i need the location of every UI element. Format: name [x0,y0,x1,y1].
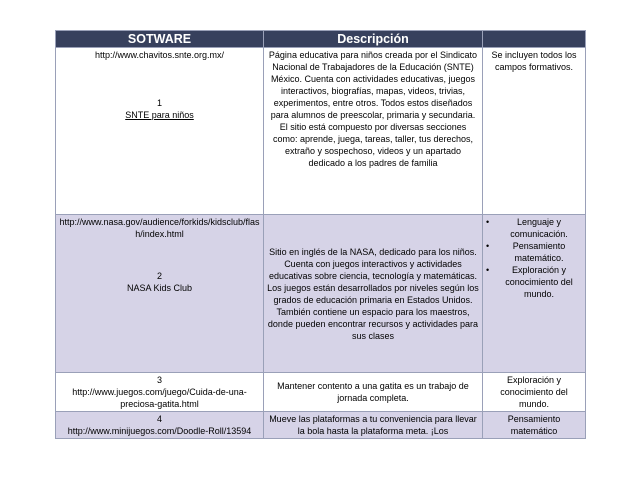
list-item: • Lenguaje y comunicación. [486,216,582,240]
fields-cell [483,215,586,373]
software-url[interactable]: http://www.chavitos.snte.org.mx/ [94,50,225,60]
software-number: 2 [156,271,162,281]
header-description: Descripción [264,31,483,48]
table-row [56,215,586,373]
software-name[interactable]: SNTE para niños [125,110,194,120]
list-item: • Pensamiento matemático. [486,240,582,264]
software-number: 1 [156,98,162,108]
software-cell [56,373,264,412]
software-number: 4 [156,414,162,424]
description-cell: Página educativa para niños creada por el Sindicato Nacional de Trabajadores de la Educación (SNTE) México. Cuenta con actividades educativas, juegos interactivos, biografías, mapas, videos, trivias, experimentos, entre otros. Todos estos diseñados para alumnos de preescolar, primaria y secundaria. El sitio está compuesto por diversas secciones como: aprende, juega, tareas, taller, tus derechos, extraño y sospechoso, videos y un apartado dedicado a los padres de familia [264,48,483,215]
fields-list [486,216,582,300]
table-row [56,48,586,215]
header-software: SOTWARE [56,31,264,48]
software-cell [56,48,264,215]
software-name: NASA Kids Club [126,283,193,293]
table-row [56,412,586,439]
software-table [55,30,586,439]
software-cell [56,215,264,373]
software-url[interactable]: http://www.juegos.com/juego/Cuida-de-una-preciosa-gatita.html [72,387,247,409]
fields-cell: Exploración y conocimiento del mundo. [483,373,586,412]
description-cell: Mantener contento a una gatita es un trabajo de jornada completa. [264,373,483,412]
software-number: 3 [156,375,162,385]
header-row [56,31,586,48]
description-cell: Mueve las plataformas a tu conveniencia para llevar la bola hasta la plataforma meta. ¡Los [264,412,483,439]
software-url[interactable]: http://www.nasa.gov/audience/forkids/kidsclub/flash/index.html [59,217,260,239]
description-cell: Sitio en inglés de la NASA, dedicado para los niños. Cuenta con juegos interactivos y actividades educativas sobre ciencia, tecnología y matemáticas. Los juegos están desarrollados por niveles según los grados de educación primaria en Estados Unidos. También contiene un espacio para los maestros, donde pueden encontrar recursos y actividades para sus clases [264,215,483,373]
software-cell [56,412,264,439]
fields-cell: Se incluyen todos los campos formativos. [483,48,586,215]
header-fields [483,31,586,48]
software-url[interactable]: http://www.minijuegos.com/Doodle-Roll/13594 [67,426,252,436]
table-row [56,373,586,412]
fields-cell: Pensamiento matemático [483,412,586,439]
list-item: • Exploración y conocimiento del mundo. [486,264,582,300]
